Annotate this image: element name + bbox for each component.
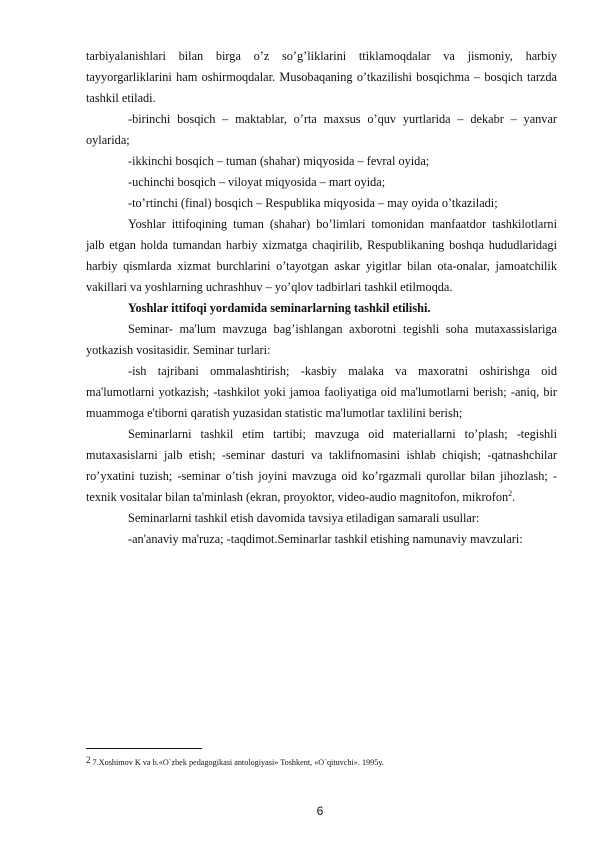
paragraph-end-punct: . [512, 490, 516, 504]
footnote-number: 2 [86, 755, 91, 765]
paragraph-continuation: tarbiyalanishlari bilan birga o’z so’g’liklarini ttiklamoqdalar va jismoniy, harbiy tayyorgarliklarini ham oshirmoqdalar. Musobaqaning o’tkazilishi bosqichma – bosqich tarzda tashkil etiladi. [86, 49, 557, 105]
paragraph-topics: -an'anaviy ma'ruza; -taqdimot.Seminarlar tashkil etishing namunaviy mavzulari: [128, 532, 523, 546]
footnote [86, 754, 557, 769]
list-item-stage-4: -to’rtinchi (final) bosqich – Respublika miqyosida – may oyida o’tkaziladi; [128, 196, 498, 210]
paragraph-seminar-order-text: Seminarlarni tashkil etim tartibi; mavzuga oid materiallarni to’plash; -tegishli mutaxasislarni jalb etish; -seminar dasturi va taklifnomasini ishlab chiqish; -qatnashchilar ro’yxatini tuzish; -seminar o’tish joyini mavzuga oid ko’rgazmali qurollar bilan jihozlash; -texnik vositalar bilan ta'minlash (ekran, proyoktor, video-audio magnitofon, mikrofon [86, 427, 557, 504]
section-heading: Yoshlar ittifoqi yordamida seminarlarning tashkil etilishi. [128, 301, 431, 315]
footnote-reference[interactable]: 2 [508, 489, 513, 498]
paragraph-youth-union-branches: Yoshlar ittifoqining tuman (shahar) bo’limlari tomonidan manfaatdor tashkilotlarni jalb etgan holda tumandan harbiy xizmatga chaqirilib, Respublikaning boshqa hududlaridagi harbiy qismlarda xizmat burchlarini o’tayotgan askar yigitlar bilan ota-onalar, jamoatchilik vakillari va yoshlarning uchrashhuv – yo’qlov tadbirlari tashkil etilmoqda. [86, 217, 557, 294]
paragraph-seminar-types: -ish tajribani ommalashtirish; -kasbiy malaka va maxoratni oshirishga oid ma'lumotlarni yotkazish; -tashkilot yoki jamoa faoliyatiga oid ma'lumotlarni berish; -aniq, bir muammoga e'tiborni qaratish yuzasidan statistic ma'lumotlar taxlilini berish; [86, 364, 557, 420]
footnote-text: 7.Xoshimov K va b.«O`zbek pedagogikasi antologiyasi» Toshkent, «O`qituvchi». 1995y. [92, 758, 384, 767]
footnote-separator [86, 748, 202, 749]
body-text [86, 46, 557, 550]
paragraph-methods: Seminarlarni tashkil etish davomida tavsiya etiladigan samarali usullar: [128, 511, 480, 525]
paragraph-seminar-order [86, 424, 557, 508]
list-item-stage-1: -birinchi bosqich – maktablar, o’rta maxsus o’quv yurtlarida – dekabr – yanvar oylarida; [86, 112, 557, 147]
list-item-stage-2: -ikkinchi bosqich – tuman (shahar) miqyosida – fevral oyida; [128, 154, 430, 168]
page-number: 6 [316, 804, 324, 818]
list-item-stage-3: -uchinchi bosqich – viloyat miqyosida – mart oyida; [128, 175, 386, 189]
paragraph-seminar-definition: Seminar- ma'lum mavzuga bag’ishlangan axborotni tegishli soha mutaxassislariga yotkazish vositasidir. Seminar turlari: [86, 322, 557, 357]
